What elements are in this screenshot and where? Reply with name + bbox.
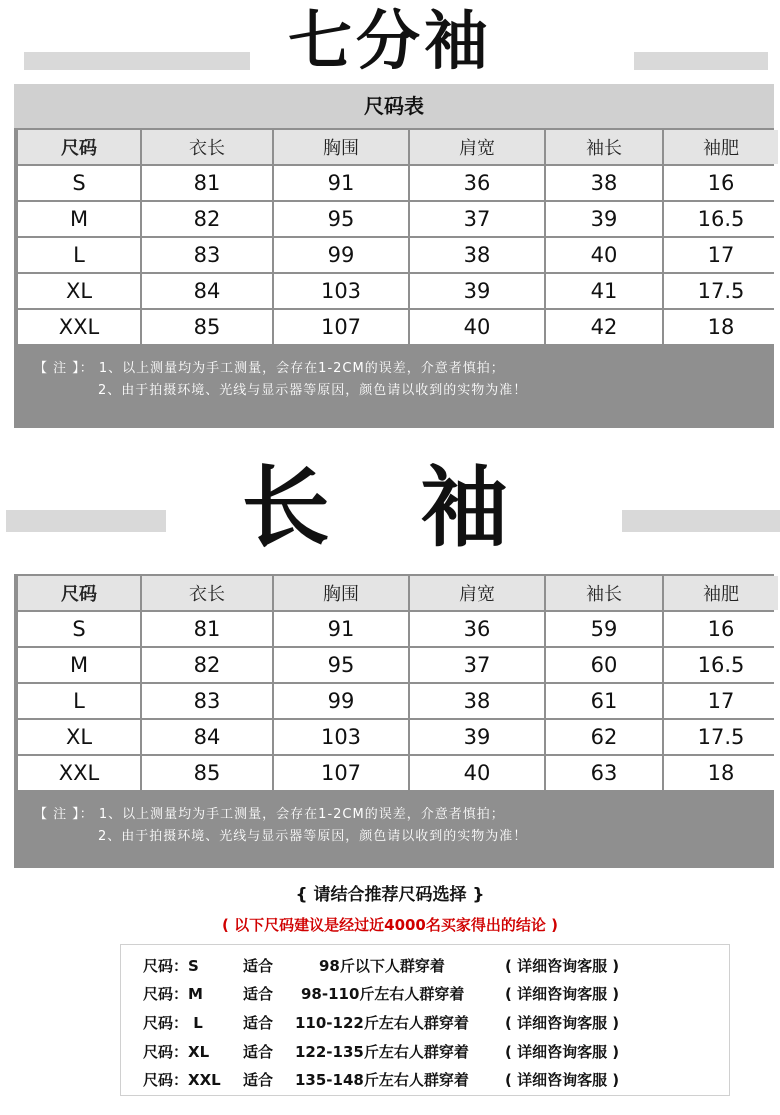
header-length: 衣长: [142, 576, 272, 610]
sleeve-length-cell: 42: [546, 310, 662, 344]
chest-cell: 95: [274, 202, 408, 236]
rec-size: 尺码： L: [143, 1014, 203, 1032]
chest-cell: 99: [274, 238, 408, 272]
chest-cell: 95: [274, 648, 408, 682]
shoulder-cell: 36: [410, 612, 544, 646]
note-line-1: 【 注 】： 1、以上测量均为手工测量，会存在1-2CM的误差，介意者慎拍；: [34, 361, 505, 376]
header-shoulder: 肩宽: [410, 130, 544, 164]
size-cell: XL: [18, 720, 140, 754]
header-size: 尺码: [18, 130, 140, 164]
note-line-1: 【 注 】： 1、以上测量均为手工测量，会存在1-2CM的误差，介意者慎拍；: [34, 807, 505, 822]
rec-size: 尺码：M: [143, 985, 203, 1003]
size-cell: XXL: [18, 310, 140, 344]
rec-range: 122-135斤左右人群穿着: [295, 1043, 469, 1061]
rec-fit: 适合: [243, 1071, 274, 1089]
length-cell: 81: [142, 612, 272, 646]
shoulder-cell: 39: [410, 274, 544, 308]
sleeve-length-cell: 38: [546, 166, 662, 200]
rec-contact: ( 详细咨询客服 ): [505, 1071, 620, 1089]
sleeve-width-cell: 16: [664, 612, 778, 646]
note-line-2: 2、由于拍摄环境、光线与显示器等原因，颜色请以收到的实物为准！: [98, 383, 528, 398]
sleeve-width-cell: 18: [664, 756, 778, 790]
table-header-row: [18, 576, 778, 610]
sleeve-length-cell: 41: [546, 274, 662, 308]
table-row: [18, 310, 778, 344]
sleeve-width-cell: 16.5: [664, 648, 778, 682]
rec-range: 98-110斤左右人群穿着: [301, 985, 465, 1003]
chest-cell: 107: [274, 756, 408, 790]
table-row: [18, 756, 778, 790]
shoulder-cell: 40: [410, 310, 544, 344]
seven-sleeve-size-panel: [14, 84, 774, 428]
shoulder-cell: 39: [410, 720, 544, 754]
shoulder-cell: 37: [410, 202, 544, 236]
length-cell: 85: [142, 756, 272, 790]
sleeve-length-cell: 61: [546, 684, 662, 718]
size-cell: S: [18, 612, 140, 646]
header-length: 衣长: [142, 130, 272, 164]
table-row: [18, 720, 778, 754]
sleeve-length-cell: 60: [546, 648, 662, 682]
sleeve-length-cell: 62: [546, 720, 662, 754]
rec-range: 135-148斤左右人群穿着: [295, 1071, 469, 1089]
length-cell: 84: [142, 720, 272, 754]
table-row: [18, 684, 778, 718]
sleeve-width-cell: 18: [664, 310, 778, 344]
rec-size: 尺码：S: [143, 957, 199, 975]
sleeve-length-cell: 39: [546, 202, 662, 236]
length-cell: 82: [142, 648, 272, 682]
shoulder-cell: 36: [410, 166, 544, 200]
long-sleeve-title-area: [0, 446, 780, 572]
header-chest: 胸围: [274, 576, 408, 610]
rec-size: 尺码：XL: [143, 1043, 210, 1061]
seven-sleeve-title-area: [0, 0, 780, 84]
rec-fit: 适合: [243, 957, 274, 975]
size-cell: XL: [18, 274, 140, 308]
note-line-2: 2、由于拍摄环境、光线与显示器等原因，颜色请以收到的实物为准！: [98, 829, 528, 844]
rec-range: 110-122斤左右人群穿着: [295, 1014, 469, 1032]
table-row: [18, 238, 778, 272]
measurement-note: [16, 346, 772, 416]
long-sleeve-title: 长 袖: [241, 456, 539, 559]
size-cell: XXL: [18, 756, 140, 790]
header-sleeve-width: 袖肥: [664, 576, 778, 610]
length-cell: 82: [142, 202, 272, 236]
header-chest: 胸围: [274, 130, 408, 164]
sleeve-length-cell: 63: [546, 756, 662, 790]
long-sleeve-size-table: [16, 574, 780, 792]
size-table-caption: 尺码表: [14, 84, 774, 128]
sleeve-width-cell: 17.5: [664, 274, 778, 308]
seven-sleeve-size-table: [16, 128, 780, 346]
length-cell: 81: [142, 166, 272, 200]
size-cell: L: [18, 238, 140, 272]
rec-contact: ( 详细咨询客服 ): [505, 957, 620, 975]
long-sleeve-size-panel: [14, 574, 774, 868]
recommend-subheading: ( 以下尺码建议是经过近4000名买家得出的结论 ): [222, 916, 558, 934]
sleeve-width-cell: 17: [664, 684, 778, 718]
rec-fit: 适合: [243, 985, 274, 1003]
rec-contact: ( 详细咨询客服 ): [505, 1014, 620, 1032]
shoulder-cell: 40: [410, 756, 544, 790]
size-cell: M: [18, 648, 140, 682]
table-row: [18, 274, 778, 308]
table-row: [18, 202, 778, 236]
rec-size: 尺码：XXL: [143, 1071, 221, 1089]
header-size: 尺码: [18, 576, 140, 610]
header-sleeve-width: 袖肥: [664, 130, 778, 164]
shoulder-cell: 38: [410, 238, 544, 272]
rec-contact: ( 详细咨询客服 ): [505, 1043, 620, 1061]
length-cell: 84: [142, 274, 272, 308]
chest-cell: 91: [274, 166, 408, 200]
chest-cell: 99: [274, 684, 408, 718]
recommend-list: [120, 944, 730, 1096]
size-cell: M: [18, 202, 140, 236]
sleeve-length-cell: 59: [546, 612, 662, 646]
chest-cell: 103: [274, 274, 408, 308]
chest-cell: 107: [274, 310, 408, 344]
measurement-note: [16, 792, 772, 862]
sleeve-width-cell: 16: [664, 166, 778, 200]
length-cell: 85: [142, 310, 272, 344]
chest-cell: 103: [274, 720, 408, 754]
shoulder-cell: 38: [410, 684, 544, 718]
header-sleeve-length: 袖长: [546, 576, 662, 610]
sleeve-width-cell: 16.5: [664, 202, 778, 236]
rec-fit: 适合: [243, 1014, 274, 1032]
rec-contact: ( 详细咨询客服 ): [505, 985, 620, 1003]
size-cell: S: [18, 166, 140, 200]
table-row: [18, 648, 778, 682]
table-header-row: [18, 130, 778, 164]
sleeve-length-cell: 40: [546, 238, 662, 272]
seven-sleeve-title: 七分袖: [288, 5, 492, 79]
table-row: [18, 612, 778, 646]
rec-range: 98斤以下人群穿着: [319, 957, 445, 975]
header-sleeve-length: 袖长: [546, 130, 662, 164]
recommend-heading: { 请结合推荐尺码选择 }: [295, 885, 485, 905]
size-cell: L: [18, 684, 140, 718]
length-cell: 83: [142, 238, 272, 272]
header-shoulder: 肩宽: [410, 576, 544, 610]
table-row: [18, 166, 778, 200]
shoulder-cell: 37: [410, 648, 544, 682]
sleeve-width-cell: 17.5: [664, 720, 778, 754]
length-cell: 83: [142, 684, 272, 718]
chest-cell: 91: [274, 612, 408, 646]
rec-fit: 适合: [243, 1043, 274, 1061]
sleeve-width-cell: 17: [664, 238, 778, 272]
